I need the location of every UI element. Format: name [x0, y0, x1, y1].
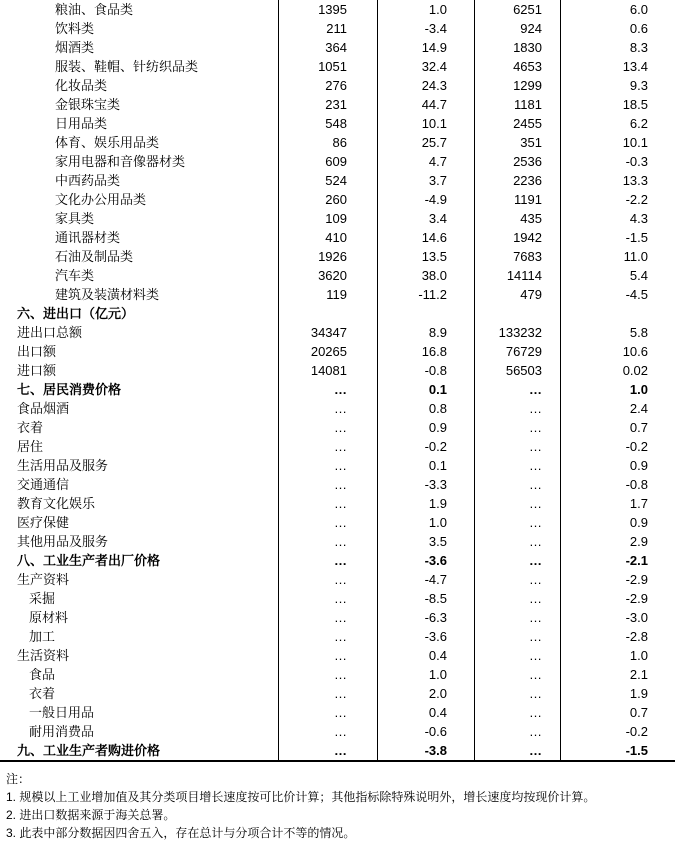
cell-value: …: [279, 589, 378, 608]
cell-value: -4.5: [625, 287, 648, 302]
cell-value: …: [279, 665, 378, 684]
cell-value: 479: [475, 285, 561, 304]
table-row: [0, 722, 675, 741]
cell-value: 1.0: [378, 0, 475, 19]
cell-value: 6251: [475, 0, 561, 19]
cell-value: -3.3: [378, 475, 475, 494]
cell-value: 8.3: [629, 40, 648, 55]
table-row: [0, 532, 675, 551]
cell-value: -2.8: [625, 629, 648, 644]
row-label: 食品烟酒: [0, 399, 279, 418]
cell-value: 0.6: [629, 21, 648, 36]
cell-value: 76729: [475, 342, 561, 361]
cell-value: 0.9: [629, 458, 648, 473]
note-item: 3. 此表中部分数据因四舍五入，存在总计与分项合计不等的情况。: [6, 826, 356, 840]
cell-value: 9.3: [629, 78, 648, 93]
cell-value: 1926: [279, 247, 378, 266]
cell-value: 13.4: [622, 59, 648, 74]
cell-value: 0.9: [378, 418, 475, 437]
row-label: 生活用品及服务: [0, 456, 279, 475]
table-row: [0, 228, 675, 247]
cell-value: 7683: [475, 247, 561, 266]
table-row: [0, 247, 675, 266]
note-item: 1. 规模以上工业增加值及其分类项目增长速度按可比价计算；其他指标除特殊说明外，增长速度均按现价计算。: [6, 790, 596, 804]
cell-value: …: [475, 646, 561, 665]
cell-value: [279, 304, 378, 323]
table-row: [0, 570, 675, 589]
row-label: 服装、鞋帽、针纺织品类: [0, 57, 279, 76]
table-row: [0, 114, 675, 133]
cell-value: …: [475, 437, 561, 456]
table-row: [0, 190, 675, 209]
table-row: [0, 19, 675, 38]
row-label: 耐用消费品: [0, 722, 279, 741]
cell-value: …: [475, 589, 561, 608]
cell-value: -3.6: [378, 551, 475, 570]
cell-value: 1942: [475, 228, 561, 247]
cell-value: 2236: [475, 171, 561, 190]
cell-value: …: [279, 532, 378, 551]
row-label: 衣着: [0, 418, 279, 437]
cell-value: 548: [279, 114, 378, 133]
cell-value: 3.4: [378, 209, 475, 228]
cell-value: -8.5: [378, 589, 475, 608]
cell-value: 1.9: [629, 686, 648, 701]
cell-value: 211: [279, 19, 378, 38]
cell-value: [475, 304, 561, 323]
cell-value: -0.2: [625, 439, 648, 454]
cell-value: 11.0: [623, 249, 648, 264]
cell-value: 14.6: [378, 228, 475, 247]
cell-value: …: [475, 380, 561, 399]
cell-value: 0.7: [629, 705, 648, 720]
cell-value: 14114: [475, 266, 561, 285]
table-row: [0, 209, 675, 228]
cell-value: …: [279, 551, 378, 570]
row-label: 食品: [0, 665, 279, 684]
row-label: 文化办公用品类: [0, 190, 279, 209]
notes-heading: 注：: [6, 772, 31, 786]
row-label: 粮油、食品类: [0, 0, 279, 19]
cell-value: …: [475, 665, 561, 684]
cell-value: 2.4: [629, 401, 648, 416]
row-label: 石油及制品类: [0, 247, 279, 266]
cell-value: 0.8: [378, 399, 475, 418]
cell-value: 260: [279, 190, 378, 209]
row-label: 七、居民消费价格: [0, 380, 279, 399]
cell-value: …: [475, 513, 561, 532]
cell-value: 2536: [475, 152, 561, 171]
cell-value: 524: [279, 171, 378, 190]
cell-value: 2.1: [629, 667, 648, 682]
table-row: [0, 494, 675, 513]
cell-value: -0.8: [625, 477, 648, 492]
cell-value: …: [475, 703, 561, 722]
cell-value: 0.4: [378, 646, 475, 665]
row-label: 采掘: [0, 589, 279, 608]
cell-value: -11.2: [378, 285, 475, 304]
cell-value: …: [279, 399, 378, 418]
row-label: 日用品类: [0, 114, 279, 133]
cell-value: …: [279, 703, 378, 722]
table-row: [0, 608, 675, 627]
row-label: 化妆品类: [0, 76, 279, 95]
table-row: [0, 741, 675, 760]
cell-value: …: [475, 608, 561, 627]
cell-value: 44.7: [378, 95, 475, 114]
cell-value: 435: [475, 209, 561, 228]
cell-value: 1.7: [629, 496, 648, 511]
row-label: 通讯器材类: [0, 228, 279, 247]
row-label: 教育文化娱乐: [0, 494, 279, 513]
cell-value: …: [475, 399, 561, 418]
cell-value: …: [475, 494, 561, 513]
row-label: 出口额: [0, 342, 279, 361]
table-row: [0, 0, 675, 19]
table-row: [0, 152, 675, 171]
cell-value: 4.7: [378, 152, 475, 171]
table-row: [0, 95, 675, 114]
cell-value: [561, 304, 675, 323]
cell-value: 18.5: [622, 97, 648, 112]
table-row: [0, 76, 675, 95]
cell-value: …: [279, 684, 378, 703]
cell-value: …: [279, 570, 378, 589]
row-label: 九、工业生产者购进价格: [0, 741, 279, 760]
cell-value: -4.7: [378, 570, 475, 589]
row-label: 一般日用品: [0, 703, 279, 722]
cell-value: 410: [279, 228, 378, 247]
row-label: 医疗保健: [0, 513, 279, 532]
cell-value: …: [279, 722, 378, 741]
table-row: [0, 551, 675, 570]
cell-value: 1191: [475, 190, 561, 209]
cell-value: 3620: [279, 266, 378, 285]
row-label: 中西药品类: [0, 171, 279, 190]
table-row: [0, 513, 675, 532]
cell-value: …: [279, 475, 378, 494]
cell-value: 34347: [279, 323, 378, 342]
cell-value: -3.6: [378, 627, 475, 646]
table-row: [0, 627, 675, 646]
cell-value: 14.9: [378, 38, 475, 57]
row-label: 六、进出口（亿元）: [0, 304, 279, 323]
cell-value: 364: [279, 38, 378, 57]
cell-value: …: [475, 456, 561, 475]
note-item: 2. 进出口数据来源于海关总署。: [6, 808, 176, 822]
cell-value: 924: [475, 19, 561, 38]
cell-value: [378, 304, 475, 323]
cell-value: 1.0: [378, 665, 475, 684]
cell-value: 25.7: [378, 133, 475, 152]
cell-value: -0.3: [625, 154, 648, 169]
cell-value: -0.8: [378, 361, 475, 380]
row-label: 家具类: [0, 209, 279, 228]
cell-value: …: [475, 570, 561, 589]
cell-value: -2.9: [625, 572, 648, 587]
row-label: 金银珠宝类: [0, 95, 279, 114]
cell-value: 2.0: [378, 684, 475, 703]
table-row: [0, 266, 675, 285]
table-row: [0, 361, 675, 380]
table-row: [0, 589, 675, 608]
row-label: 其他用品及服务: [0, 532, 279, 551]
table-row: [0, 399, 675, 418]
cell-value: …: [475, 532, 561, 551]
cell-value: …: [475, 722, 561, 741]
cell-value: 3.5: [378, 532, 475, 551]
cell-value: 56503: [475, 361, 561, 380]
table-notes: [0, 770, 682, 842]
table-row: [0, 342, 675, 361]
cell-value: …: [475, 418, 561, 437]
cell-value: -2.1: [625, 553, 648, 568]
cell-value: -6.3: [378, 608, 475, 627]
table-row: [0, 665, 675, 684]
cell-value: …: [279, 741, 378, 760]
table-row: [0, 285, 675, 304]
row-label: 体育、娱乐用品类: [0, 133, 279, 152]
cell-value: 0.9: [629, 515, 648, 530]
cell-value: 10.1: [378, 114, 475, 133]
cell-value: -1.5: [625, 230, 648, 245]
cell-value: 1051: [279, 57, 378, 76]
row-label: 交通通信: [0, 475, 279, 494]
cell-value: …: [475, 684, 561, 703]
cell-value: 16.8: [378, 342, 475, 361]
cell-value: …: [475, 475, 561, 494]
cell-value: 1.0: [629, 648, 648, 663]
cell-value: -0.6: [378, 722, 475, 741]
cell-value: …: [475, 741, 561, 760]
cell-value: 0.7: [629, 420, 648, 435]
cell-value: 13.3: [622, 173, 648, 188]
row-label: 衣着: [0, 684, 279, 703]
cell-value: …: [279, 456, 378, 475]
cell-value: 133232: [475, 323, 561, 342]
cell-value: 609: [279, 152, 378, 171]
cell-value: 0.1: [378, 456, 475, 475]
row-label: 原材料: [0, 608, 279, 627]
row-label: 饮料类: [0, 19, 279, 38]
cell-value: 24.3: [378, 76, 475, 95]
cell-value: -3.8: [378, 741, 475, 760]
cell-value: 6.2: [629, 116, 648, 131]
cell-value: …: [279, 627, 378, 646]
cell-value: 1395: [279, 0, 378, 19]
cell-value: 6.0: [629, 2, 648, 17]
cell-value: 3.7: [378, 171, 475, 190]
cell-value: …: [279, 608, 378, 627]
cell-value: …: [279, 646, 378, 665]
table-row: [0, 684, 675, 703]
cell-value: 351: [475, 133, 561, 152]
cell-value: -2.9: [625, 591, 648, 606]
cell-value: 231: [279, 95, 378, 114]
cell-value: 10.6: [622, 344, 648, 359]
table-row: [0, 323, 675, 342]
row-label: 汽车类: [0, 266, 279, 285]
cell-value: 109: [279, 209, 378, 228]
table-row: [0, 57, 675, 76]
cell-value: 2.9: [629, 534, 648, 549]
row-label: 八、工业生产者出厂价格: [0, 551, 279, 570]
table-row: [0, 456, 675, 475]
row-label: 进出口总额: [0, 323, 279, 342]
cell-value: 1181: [475, 95, 561, 114]
table-row: [0, 133, 675, 152]
cell-value: …: [279, 513, 378, 532]
cell-value: …: [279, 494, 378, 513]
cell-value: -3.4: [378, 19, 475, 38]
cell-value: 1.0: [378, 513, 475, 532]
cell-value: 5.4: [629, 268, 648, 283]
table-row: [0, 646, 675, 665]
cell-value: 4.3: [629, 211, 648, 226]
cell-value: 4653: [475, 57, 561, 76]
table-row: [0, 703, 675, 722]
notes-list: [6, 788, 682, 842]
cell-value: …: [475, 627, 561, 646]
cell-value: 86: [279, 133, 378, 152]
cell-value: -3.0: [625, 610, 648, 625]
row-label: 烟酒类: [0, 38, 279, 57]
cell-value: 1830: [475, 38, 561, 57]
row-label: 建筑及装潢材料类: [0, 285, 279, 304]
cell-value: 276: [279, 76, 378, 95]
cell-value: 20265: [279, 342, 378, 361]
row-label: 家用电器和音像器材类: [0, 152, 279, 171]
cell-value: 0.02: [622, 363, 648, 378]
row-label: 生活资料: [0, 646, 279, 665]
cell-value: …: [279, 437, 378, 456]
cell-value: 5.8: [629, 325, 648, 340]
cell-value: -0.2: [378, 437, 475, 456]
cell-value: -0.2: [625, 724, 648, 739]
cell-value: 119: [279, 285, 378, 304]
row-label: 加工: [0, 627, 279, 646]
cell-value: 1.9: [378, 494, 475, 513]
table-row: [0, 475, 675, 494]
cell-value: 38.0: [378, 266, 475, 285]
cell-value: 0.4: [378, 703, 475, 722]
cell-value: 8.9: [378, 323, 475, 342]
cell-value: 1299: [475, 76, 561, 95]
table-row: [0, 304, 675, 323]
cell-value: 13.5: [378, 247, 475, 266]
table-row: [0, 171, 675, 190]
cell-value: 10.1: [622, 135, 648, 150]
cell-value: …: [279, 380, 378, 399]
cell-value: -2.2: [625, 192, 648, 207]
cell-value: 14081: [279, 361, 378, 380]
cell-value: 32.4: [378, 57, 475, 76]
row-label: 生产资料: [0, 570, 279, 589]
table-row: [0, 380, 675, 399]
cell-value: 0.1: [378, 380, 475, 399]
cell-value: …: [279, 418, 378, 437]
table-row: [0, 418, 675, 437]
table-row: [0, 38, 675, 57]
row-label: 居住: [0, 437, 279, 456]
row-label: 进口额: [0, 361, 279, 380]
table-row: [0, 437, 675, 456]
cell-value: -1.5: [625, 743, 648, 758]
cell-value: -4.9: [378, 190, 475, 209]
cell-value: 1.0: [629, 382, 648, 397]
cell-value: …: [475, 551, 561, 570]
cell-value: 2455: [475, 114, 561, 133]
